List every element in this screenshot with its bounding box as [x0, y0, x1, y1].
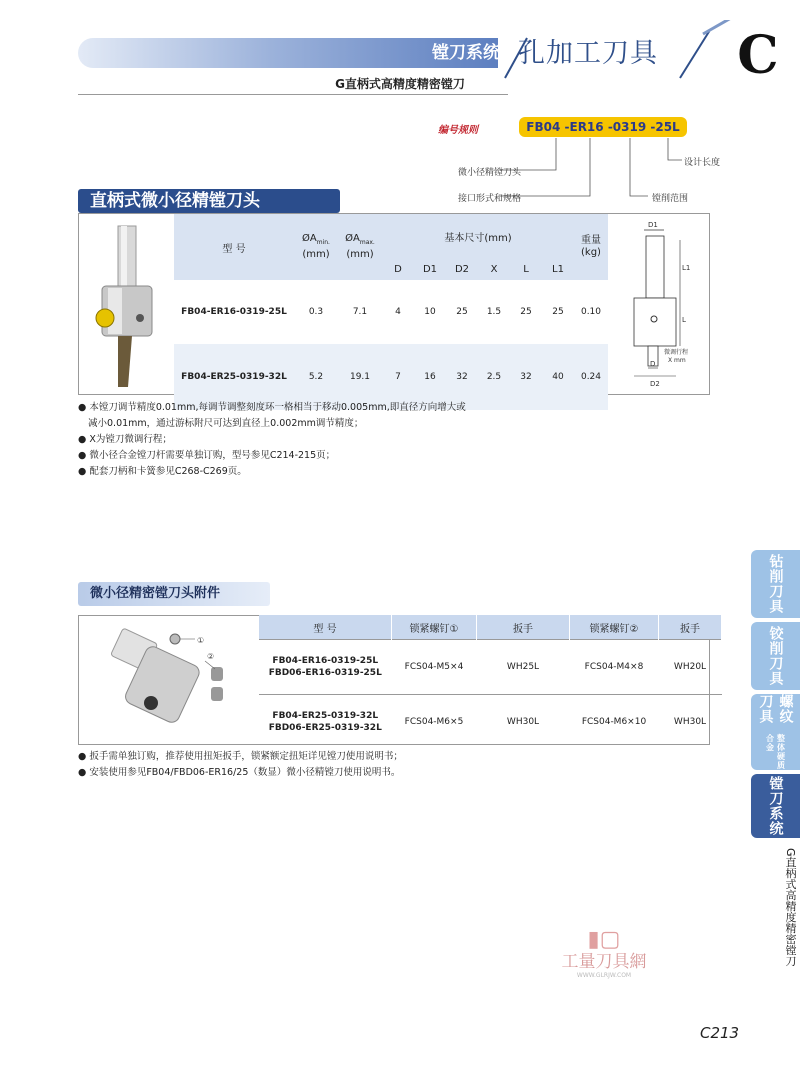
tab-drilling[interactable]: 钻削刀具	[751, 550, 800, 618]
th-x: X	[478, 258, 510, 280]
section1-notes	[78, 400, 578, 480]
th-amax: $ØA_{max.}$ (mm)	[338, 214, 382, 280]
cell-model: FB04-ER16-0319-25L	[181, 307, 287, 317]
section-letter: C	[737, 25, 779, 86]
tab-threading[interactable]: 螺纹刀具 整体硬质合金	[751, 694, 800, 770]
dim-d2: D2	[650, 380, 660, 388]
side-subtitle: G直柄式高精度精密镗刀	[784, 847, 797, 967]
cell-l1: 40	[542, 344, 574, 410]
th-weight: 重量 (kg)	[574, 214, 608, 280]
cell-d1: 16	[414, 344, 446, 410]
note-item: ● 扳手需单独订购，推荐使用扭矩扳手，锁紧额定扭矩详见镗刀使用说明书；	[78, 751, 403, 762]
callout-2: ②	[207, 652, 215, 661]
tab-boring-system[interactable]: 镗刀系统	[751, 774, 800, 838]
cell-d2: 32	[446, 344, 478, 410]
cell-d: 7	[382, 344, 414, 410]
dim-l1: L1	[682, 264, 691, 272]
table-row	[259, 640, 722, 695]
cell-l1: 25	[552, 307, 564, 317]
section2-notes	[78, 749, 638, 781]
th-screw2: 锁紧螺钉②	[570, 615, 659, 640]
cell-amax: 7.1	[352, 307, 368, 317]
cell-screw2: FCS04-M4×8	[570, 640, 659, 695]
cell-model: FB04-ER25-0319-32L	[174, 344, 294, 410]
th-model: 型 号	[259, 615, 392, 640]
section1-table	[174, 214, 608, 410]
cell-screw1: FCS04-M6×5	[392, 695, 477, 750]
note-item: ● 微小径合金镗刀杆需要单独订购，型号参见C214-215页；	[78, 450, 336, 461]
table-row	[259, 695, 722, 750]
cell-amax: 19.1	[338, 344, 382, 410]
cell-amin: 0.3	[308, 307, 324, 317]
code-rule-head: 微小径精镗刀头	[458, 168, 522, 178]
cell-wrench1: WH30L	[477, 695, 570, 750]
cell-models: FB04-ER16-0319-25L FBD06-ER16-0319-25L	[259, 640, 392, 695]
cell-l: 32	[510, 344, 542, 410]
section2-title: 微小径精密镗刀头附件	[78, 582, 270, 606]
cell-weight: 0.10	[580, 307, 602, 317]
th-l1: L1	[542, 258, 574, 280]
cell-x: 1.5	[486, 307, 502, 317]
dim-d1: D1	[648, 221, 658, 229]
note-item: ● X为镗刀微调行程；	[78, 434, 172, 445]
th-d: D	[382, 258, 414, 280]
cell-wrench2: WH20L	[659, 640, 722, 695]
cell-weight: 0.24	[574, 344, 608, 410]
cell-screw1: FCS04-M5×4	[392, 640, 477, 695]
th-amin: $ØA_{min.}$ (mm)	[294, 214, 338, 280]
th-model: 型 号	[174, 214, 294, 280]
header-system-label: 镗刀系统	[432, 43, 500, 63]
dimension-drawing	[606, 216, 706, 392]
code-rule-label: 编号规则	[438, 125, 478, 136]
cell-models: FB04-ER25-0319-32L FBD06-ER25-0319-32L	[259, 695, 392, 750]
th-screw1: 锁紧螺钉①	[392, 615, 477, 640]
section2-table	[259, 615, 722, 749]
code-rule-example: FB04 -ER16 -0319 -25L	[519, 117, 687, 137]
table-row	[174, 280, 608, 344]
cell-d1: 10	[424, 307, 436, 317]
note-item: ● 安装使用参见FB04/FBD06-ER16/25（数显）微小径精镗刀使用说明书。	[78, 767, 401, 778]
page-number: C213	[700, 1024, 740, 1042]
cell-d: 4	[395, 307, 401, 317]
page-subtitle: G直柄式高精度精密镗刀	[335, 77, 465, 91]
note-item: ● 配套刀柄和卡簧参见C268-C269页。	[78, 466, 247, 477]
th-d1: D1	[414, 258, 446, 280]
th-wrench1: 扳手	[477, 615, 570, 640]
th-wrench2: 扳手	[659, 615, 722, 640]
note-item: 减小0.01mm，通过游标附尺可达到直径上0.002mm调节精度；	[88, 418, 364, 429]
subtitle-underline	[78, 94, 508, 95]
cell-d2: 25	[456, 307, 468, 317]
th-l: L	[510, 258, 542, 280]
cell-wrench2: WH30L	[659, 695, 722, 750]
cell-l: 25	[520, 307, 532, 317]
cell-amin: 5.2	[294, 344, 338, 410]
code-rule-range: 镗削范围	[652, 194, 689, 204]
code-rule-interface: 接口形式和规格	[458, 194, 522, 204]
cell-x: 2.5	[478, 344, 510, 410]
dim-d: D	[650, 360, 656, 368]
cell-screw2: FCS04-M6×10	[570, 695, 659, 750]
th-d2: D2	[446, 258, 478, 280]
section1-title: 直柄式微小径精镗刀头	[78, 189, 340, 213]
note-item: ● 本镗刀调节精度0.01mm,每调节调整刻度环一格相当于移动0.005mm,即直径方向增大或	[78, 402, 466, 413]
cell-wrench1: WH25L	[477, 640, 570, 695]
th-basic-dims: 基本尺寸(mm)	[382, 214, 574, 258]
tab-reaming[interactable]: 铰削刀具	[751, 622, 800, 690]
accessory-photo	[95, 625, 245, 735]
header-category: 孔加工刀具	[518, 38, 658, 69]
code-rule-length: 设计长度	[684, 158, 721, 168]
boring-head-photo	[88, 222, 168, 387]
callout-1: ①	[197, 636, 205, 645]
dim-range-label: 微调行程	[664, 349, 689, 356]
watermark: ▮▢ 工量刀具網 WWW.GLRJW.COM	[561, 927, 647, 979]
dim-l: L	[682, 316, 686, 324]
dim-range-x: X mm	[668, 357, 686, 364]
